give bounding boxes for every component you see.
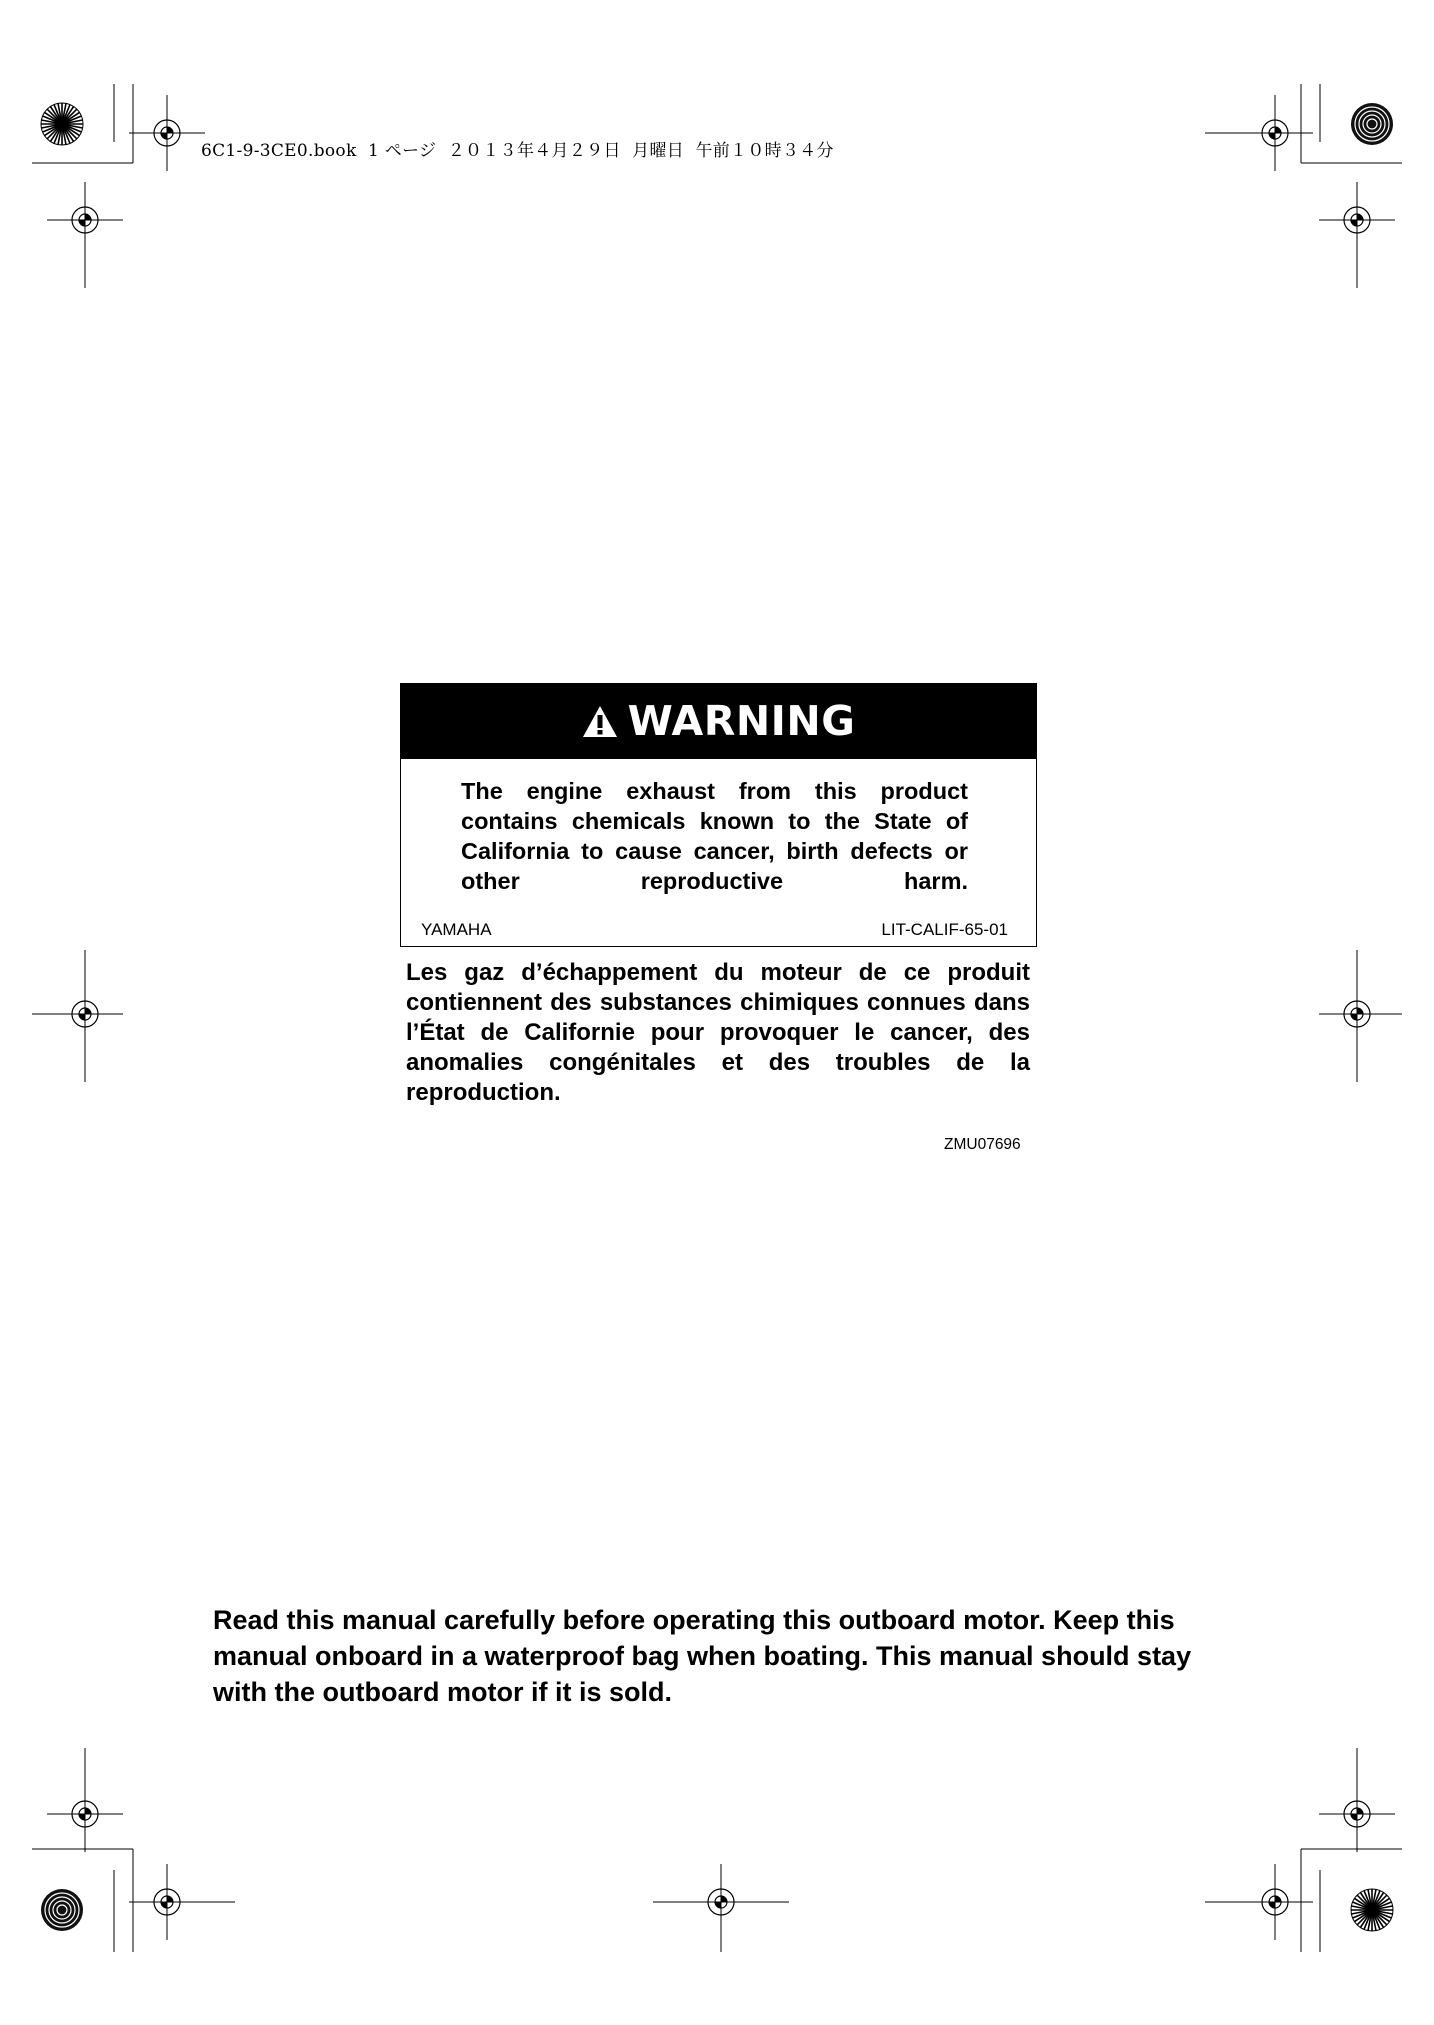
read-manual-notice: Read this manual carefully before operating this outboard motor. Keep this manual onboard in a waterproof bag when boating. This manual should stay with the outboard motor if it is sold. — [213, 1605, 1192, 1707]
color-bar-bullseye-icon — [1351, 103, 1393, 145]
warning-title: WARNING — [627, 697, 856, 745]
brand-name: YAMAHA — [421, 920, 492, 939]
document-code: ZMU07696 — [944, 1136, 1021, 1153]
color-bar-star-icon — [41, 103, 83, 145]
warning-header — [401, 684, 1036, 759]
label-code: LIT-CALIF-65-01 — [881, 920, 1008, 939]
warning-footer — [421, 920, 1008, 940]
print-header: 6C1-9-3CE0.book 1 ページ ２０１３年４月２９日 月曜日 午前１０時３４分 — [201, 141, 834, 161]
french-warning-text: Les gaz d’échappement du moteur de ce produit contiennent des substances chimiques connues dans l’État de Californie pour provoquer le cancer, des anomalies congénitales et des troubles de la reproduction. — [406, 959, 1030, 1106]
warning-label — [400, 683, 1037, 947]
color-bar-star-icon — [1351, 1889, 1393, 1931]
warning-message: The engine exhaust from this product contains chemicals known to the State of California to cause cancer, birth defects or other reproductive harm. — [461, 778, 968, 894]
color-bar-bullseye-icon — [41, 1889, 83, 1931]
alert-triangle-icon — [582, 705, 618, 738]
